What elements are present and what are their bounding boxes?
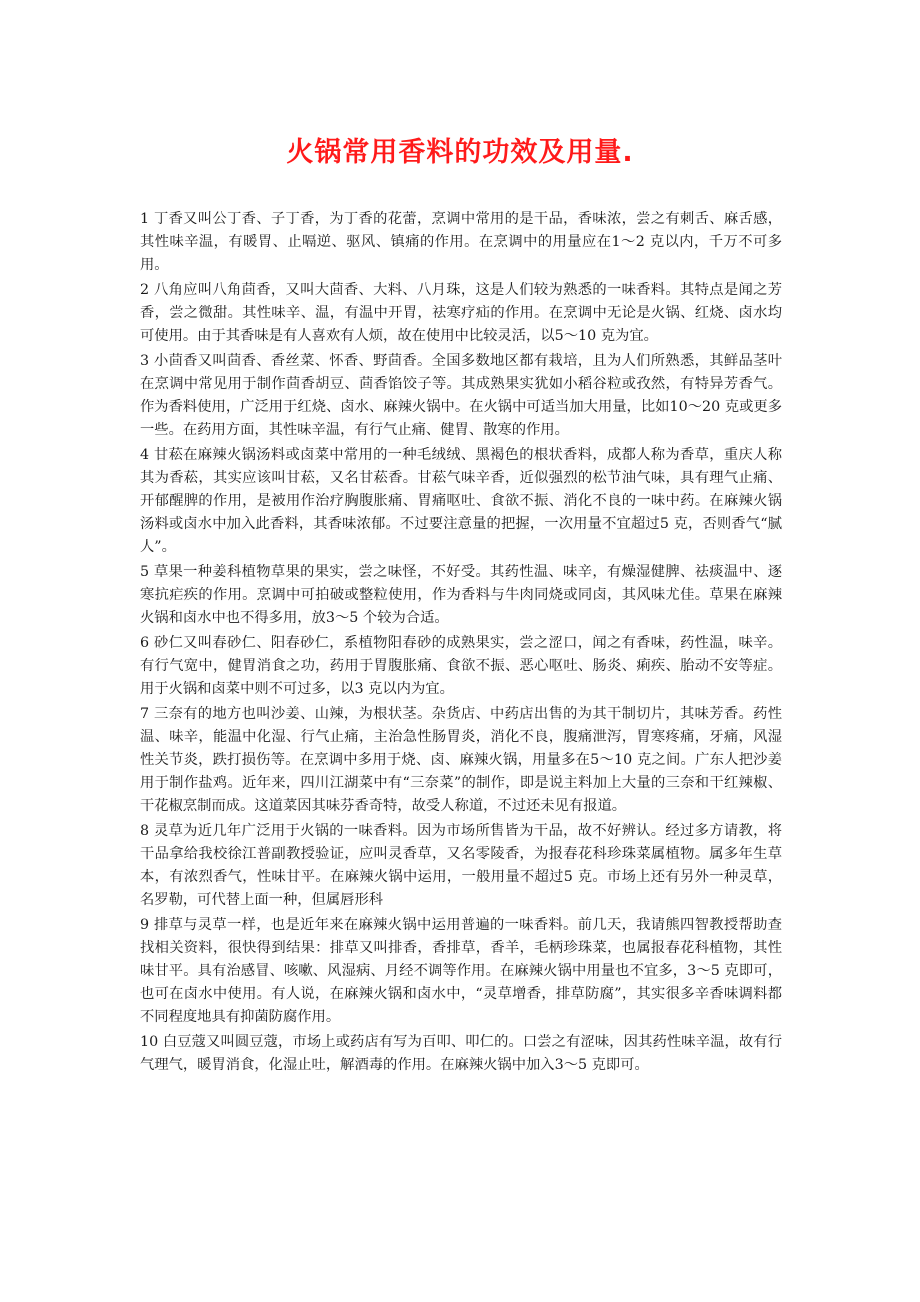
paragraph-2: 2 八角应叫八角茴香，又叫大茴香、大料、八月珠，这是人们较为熟悉的一味香料。其特点是闻之芳香，尝之微甜。其性味辛、温，有温中开胃，祛寒疗疝的作用。在烹调中无论是火锅、红烧、卤水均可使用。由于其香味是有人喜欢有人烦，故在使用中比较灵活，以5～10 克为宜。 (140, 282, 782, 344)
paragraph-8: 8 灵草为近几年广泛用于火锅的一味香料。因为市场所售皆为干品，故不好辨认。经过多方请教，将干品拿给我校徐江普副教授验证，应叫灵香草，又名零陵香，为报春花科珍珠菜属植物。属多年生草本，有浓烈香气，性味甘平。在麻辣火锅中运用，一般用量不超过5 克。市场上还有另外一种灵草，名罗勒，可代替上面一种，但属唇形科 (140, 823, 782, 908)
paragraph-9: 9 排草与灵草一样，也是近年来在麻辣火锅中运用普遍的一味香料。前几天，我请熊四智教授帮助查找相关资料，很快得到结果：排草又叫排香，香排草，香羊，毛柄珍珠菜，也属报春花科植物，其性味甘平。具有治感冒、咳嗽、风湿病、月经不调等作用。在麻辣火锅中用量也不宜多，3～5 克即可，也可在卤水中使用。有人说，在麻辣火锅和卤水中，“灵草增香，排草防腐”，其实很多辛香味调料都不同程度地具有抑菌防腐作用。 (140, 917, 782, 1025)
document-body (140, 208, 782, 1079)
paragraph-3: 3 小茴香又叫茴香、香丝菜、怀香、野茴香。全国多数地区都有栽培，且为人们所熟悉，其鲜品茎叶在烹调中常见用于制作茴香胡豆、茴香馅饺子等。其成熟果实犹如小稻谷粒或孜然，有特异芳香气。作为香料使用，广泛用于红烧、卤水、麻辣火锅中。在火锅中可适当加大用量，比如10～20 克或更多一些。在药用方面，其性味辛温，有行气止痛、健胃、散寒的作用。 (140, 353, 782, 438)
paragraph-7: 7 三奈有的地方也叫沙姜、山辣，为根状茎。杂货店、中药店出售的为其干制切片，其味芳香。药性温、味辛，能温中化湿、行气止痛，主治急性肠胃炎，消化不良，腹痛泄泻，胃寒疼痛，牙痛，风湿性关节炎，跌打损伤等。在烹调中多用于烧、卤、麻辣火锅，用量多在5～10 克之间。广东人把沙姜用于制作盐鸡。近年来，四川江湖菜中有“三奈菜”的制作，即是说主料加上大量的三奈和干红辣椒、干花椒烹制而成。这道菜因其味芬香奇特，故受人称道，不过还未见有报道。 (140, 706, 782, 814)
paragraph-6: 6 砂仁又叫春砂仁、阳春砂仁，系植物阳春砂的成熟果实，尝之涩口，闻之有香味，药性温，味辛。有行气宽中，健胃消食之功，药用于胃腹胀痛、食欲不振、恶心呕吐、肠炎、痢疾、胎动不安等症。用于火锅和卤菜中则不可过多，以3 克以内为宜。 (140, 635, 782, 697)
paragraph-4: 4 甘菘在麻辣火锅汤料或卤菜中常用的一种毛绒绒、黑褐色的根状香料，成都人称为香草，重庆人称其为香菘，其实应该叫甘菘，又名甘菘香。甘菘气味辛香，近似强烈的松节油气味，具有理气止痛、开郁醒脾的作用，是被用作治疗胸腹胀痛、胃痛呕吐、食欲不振、消化不良的一味中药。在麻辣火锅汤料或卤水中加入此香料，其香味浓郁。不过要注意量的把握，一次用量不宜超过5 克，否则香气“腻人”。 (140, 447, 782, 555)
paragraph-10: 10 白豆蔻又叫圆豆蔻，市场上或药店有写为百叩、叩仁的。口尝之有涩味，因其药性味辛温，故有行气理气，暖胃消食，化湿止吐，解酒毒的作用。在麻辣火锅中加入3～5 克即可。 (140, 1034, 782, 1073)
paragraph-5: 5 草果一种姜科植物草果的果实，尝之味怪，不好受。其药性温、味辛，有燥湿健脾、祛痰温中、逐寒抗疟疾的作用。烹调中可拍破或整粒使用，作为香料与牛肉同烧或同卤，其风味尤佳。草果在麻辣火锅和卤水中也不得多用，放3～5 个较为合适。 (140, 564, 782, 626)
paragraph-1: 1 丁香又叫公丁香、子丁香，为丁香的花蕾，烹调中常用的是干品，香味浓，尝之有刺舌、麻舌感，其性味辛温，有暖胃、止嗝逆、驱风、镇痛的作用。在烹调中的用量应在1～2 克以内，千万不可多用。 (140, 211, 782, 273)
document-title: 火锅常用香料的功效及用量. (286, 137, 634, 168)
